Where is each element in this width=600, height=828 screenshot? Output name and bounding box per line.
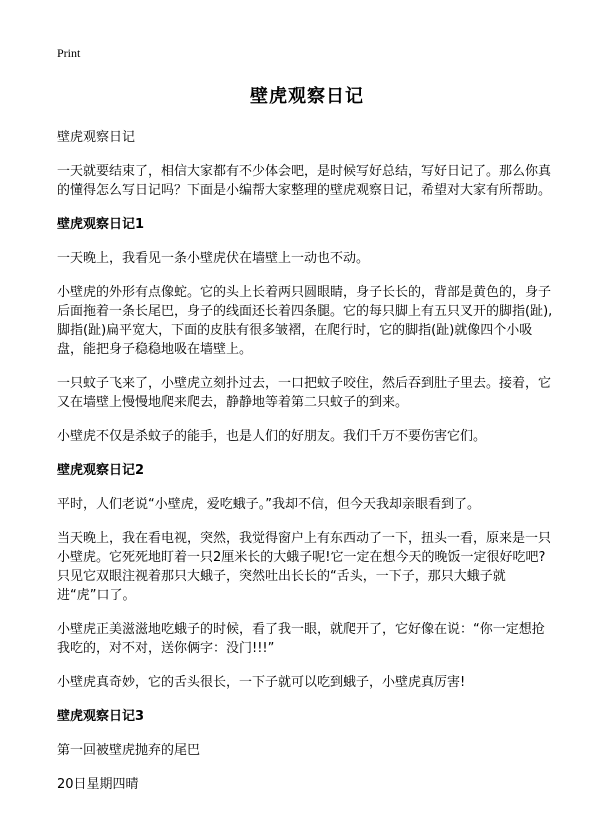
paragraph: 小壁虎正美滋滋地吃蛾子的时候，看了我一眼，就爬开了，它好像在说：“你一定想抢我吃的，对不对，送你俩字：没门!!!” xyxy=(57,622,545,656)
page-title: 壁虎观察日记 xyxy=(250,86,364,107)
paragraph: 平时，人们老说“小壁虎，爱吃蛾子。”我却不信，但今天我却亲眼看到了。 xyxy=(57,497,480,512)
section-heading-3: 壁虎观察日记3 xyxy=(57,709,145,724)
paragraph: 小壁虎真奇妙，它的舌头很长，一下子就可以吃到蛾子，小壁虎真厉害! xyxy=(57,675,466,690)
paragraph: 一只蚊子飞来了，小壁虎立刻扑过去，一口把蚊子咬住，然后吞到肚子里去。接着，它又在墙壁上慢慢地爬来爬去，静静地等着第二只蚊子的到来。 xyxy=(57,376,552,410)
intro-paragraph: 一天就要结束了，相信大家都有不少体会吧，是时候写好总结，写好日记了。那么你真的懂得怎么写日记吗？下面是小编帮大家整理的壁虎观察日记，希望对大家有所帮助。 xyxy=(57,164,552,198)
paragraph: 20日星期四晴 xyxy=(57,777,139,792)
print-link[interactable]: Print xyxy=(57,46,81,60)
paragraph: 一天晚上，我看见一条小壁虎伏在墙壁上一动也不动。 xyxy=(57,251,370,266)
paragraph: 第一回被壁虎抛弃的尾巴 xyxy=(57,743,201,758)
paragraph: 当天晚上，我在看电视，突然，我觉得窗户上有东西动了一下，扭头一看，原来是一只小壁虎。它死死地盯着一只2厘米长的大蛾子呢!它一定在想今天的晚饭一定很好吃吧?只见它双眼注视着那只大蛾子，突然吐出长长的“舌头，一下子，那只大蛾子就进“虎”口了。 xyxy=(57,531,552,603)
document-body xyxy=(57,70,557,809)
section-heading-1: 壁虎观察日记1 xyxy=(57,217,145,232)
paragraph: 小壁虎不仅是杀蚊子的能手，也是人们的好朋友。我们千万不要伤害它们。 xyxy=(57,429,487,444)
intro-label: 壁虎观察日记 xyxy=(57,130,136,145)
section-heading-2: 壁虎观察日记2 xyxy=(57,463,145,478)
paragraph: 小壁虎的外形有点像蛇。它的头上长着两只圆眼睛，身子长长的，背部是黄色的，身子后面拖着一条长尾巴，身子的线面还长着四条腿。它的每只脚上有五只叉开的脚指(趾),脚指(趾)扁平宽大，下面的皮肤有很多皱褶，在爬行时，它的脚指(趾)就像四个小吸盘，能把身子稳稳地吸在墙壁上。 xyxy=(57,285,553,357)
